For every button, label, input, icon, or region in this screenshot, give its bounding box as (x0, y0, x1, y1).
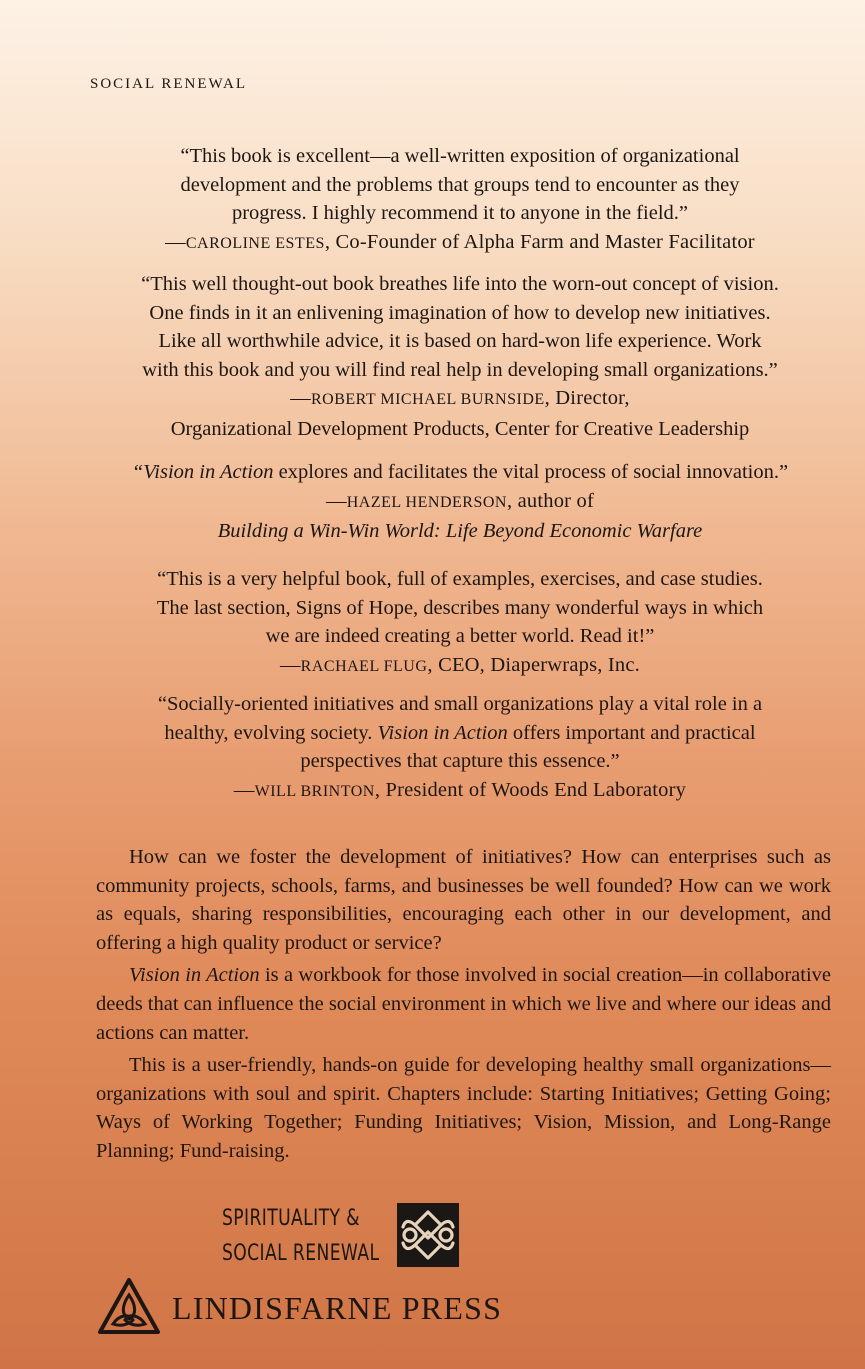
quote-attribution-line2: Organizational Development Products, Center for Creative Leadership (170, 417, 750, 440)
quote-attribution: —HAZEL HENDERSON, author of (326, 489, 594, 512)
quote-line: The last section, Signs of Hope, describes many wonderful ways in which (156, 596, 764, 619)
quote-line: “This book is excellent—a well-written exposition of organizational (180, 145, 740, 167)
quote-line: we are indeed creating a better world. Read it!” (265, 625, 655, 647)
endorsement-quote (70, 458, 850, 546)
quote-line: “This is a very helpful book, full of examples, exercises, and case studies. (157, 568, 763, 590)
endorsement-quote (70, 690, 850, 806)
series-name-line2: SOCIAL RENEWAL (222, 1241, 380, 1266)
quote-line: healthy, evolving society. Vision in Action offers important and practical (164, 721, 756, 744)
quote-line: “Socially-oriented initiatives and small organizations play a vital role in a (157, 693, 763, 715)
quote-attribution: —CAROLINE ESTES, Co-Founder of Alpha Farm and Master Facilitator (165, 230, 755, 253)
description-paragraph: This is a user-friendly, hands-on guide for developing healthy small organizations—organizations with soul and spirit. Chapters include: Starting Initiatives; Getting Going; Ways of Working Together; Funding Initiatives; Vision, Mission, and Long-Range Planning; Fund-raising. (96, 1054, 831, 1162)
series-name (222, 1201, 379, 1271)
quote-attribution-book-title: Building a Win-Win World: Life Beyond Economic Warfare (217, 520, 703, 542)
endorsement-quote (70, 270, 850, 443)
quote-line: development and the problems that groups tend to encounter as they (180, 173, 740, 196)
celtic-knot-icon (397, 1203, 459, 1267)
description-paragraph: Vision in Action is a workbook for those involved in social creation—in collaborative deeds that can influence the social environment in which we live and where our ideas and actions can matter. (96, 964, 831, 1044)
endorsement-quote (70, 565, 850, 681)
series-category: SOCIAL RENEWAL (90, 76, 248, 92)
quote-line: with this book and you will find real help in developing small organizations.” (142, 358, 778, 381)
publisher-name: LINDISFARNE PRESS (172, 1290, 503, 1326)
triquetra-triangle-icon (97, 1277, 161, 1340)
endorsement-quote (70, 142, 850, 258)
quote-line: “Vision in Action explores and facilitates the vital process of social innovation.” (131, 461, 789, 483)
book-description (96, 843, 831, 1170)
quote-line: Like all worthwhile advice, it is based on hard-won life experience. Work (158, 330, 762, 352)
quote-line: “This well thought-out book breathes life into the worn-out concept of vision. (141, 273, 779, 295)
quote-attribution: —WILL BRINTON, President of Woods End Laboratory (233, 778, 687, 801)
quote-line: One finds in it an enlivening imagination of how to develop new initiatives. (149, 301, 771, 324)
description-paragraph: How can we foster the development of initiatives? How can enterprises such as community projects, schools, farms, and businesses be well founded? How can we work as equals, sharing responsibilities, encouraging each other in our development, and offering a high quality product or service? (96, 846, 831, 954)
quote-line: perspectives that capture this essence.” (300, 750, 620, 772)
quote-attribution: —ROBERT MICHAEL BURNSIDE, Director, (290, 387, 630, 409)
series-name-line1: SPIRITUALITY & (222, 1206, 360, 1231)
quote-attribution: —RACHAEL FLUG, CEO, Diaperwraps, Inc. (279, 653, 641, 676)
quote-line: progress. I highly recommend it to anyone in the field.” (231, 202, 688, 224)
